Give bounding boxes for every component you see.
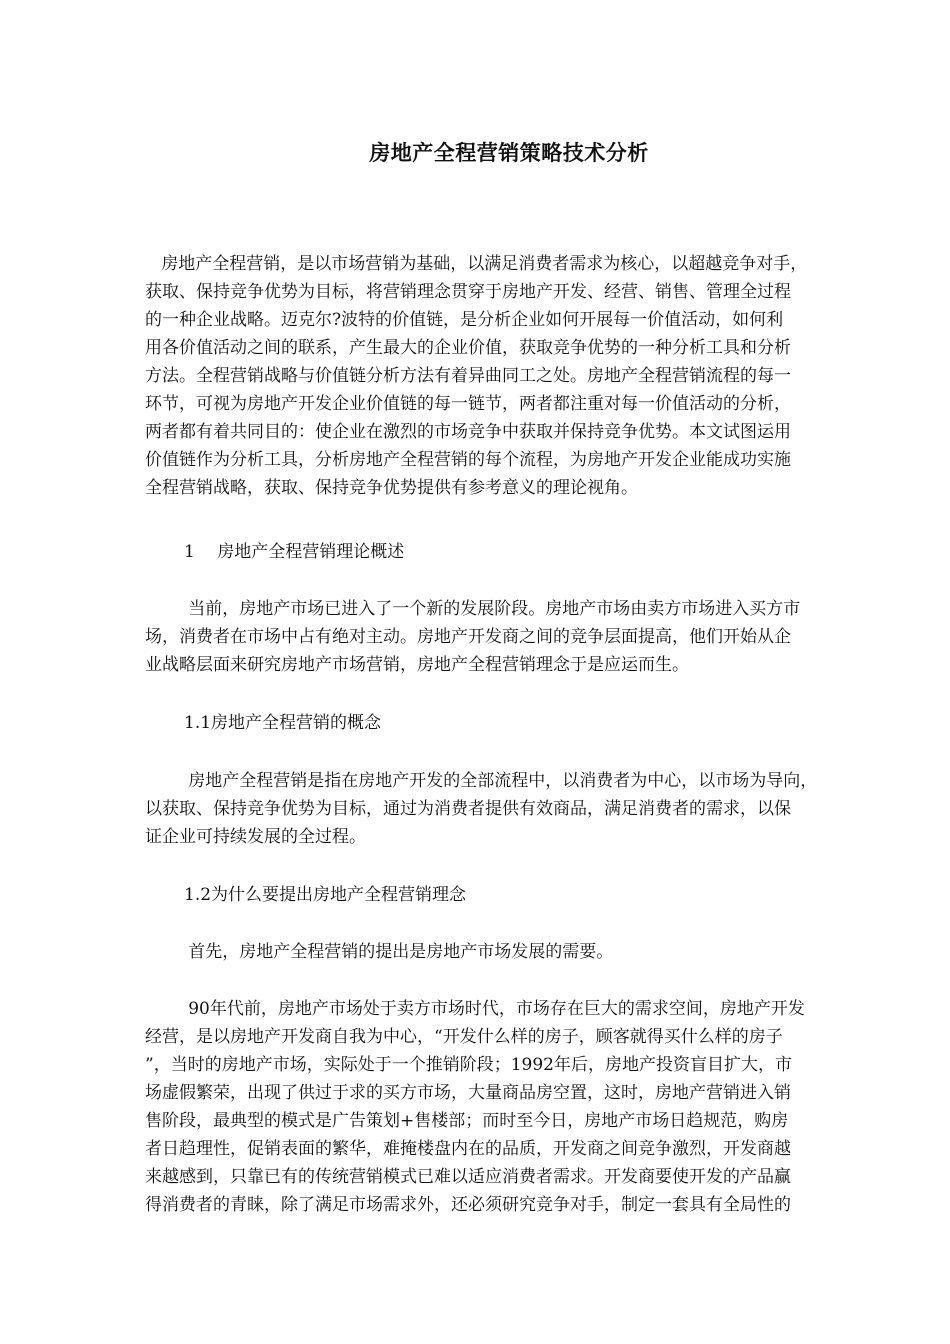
section-1-heading: 1 房地产全程营销理论概述 bbox=[184, 542, 405, 562]
section-1-2-paragraph-1: 首先，房地产全程营销的提出是房地产市场发展的需要。 bbox=[145, 942, 614, 962]
section-1-1-paragraph: 房地产全程营销是指在房地产开发的全部流程中，以消费者为中心，以市场为导向， 以获取、保持竞争优势为目标，通过为消费者提供有效商品，满足消费者的需求，以保 证企业可持续发展的全过程。 bbox=[145, 771, 818, 847]
section-1-2-heading: 1.2为什么要提出房地产全程营销理念 bbox=[184, 885, 467, 905]
section-1-paragraph: 当前，房地产市场已进入了一个新的发展阶段。房地产市场由卖方市场进入买方市 场，消费者在市场中占有绝对主动。房地产开发商之间的竞争层面提高，他们开始从企 业战略层面来研究房地产市场营销，房地产全程营销理念于是应运而生。 bbox=[145, 599, 801, 675]
section-1-2-paragraph-2: 90年代前，房地产市场处于卖方市场时代，市场存在巨大的需求空间，房地产开发 经营，是以房地产开发商自我为中心，“开发什么样的房子，顾客就得买什么样的房子 ”，当时的房地产市场，实际处于一个推销阶段；1992年后，房地产投资盲目扩大，市 场虚假繁荣，出现了供过于求的买方市场，大量商品房空置，这时，房地产营销进入销 售阶段，最典型的模式是广告策划+售楼部；而时至今日，房地产市场日趋规范，购房 者日趋理性，促销表面的繁华，难掩楼盘内在的品质，开发商之间竞争激烈，开发商越 来越感到，只靠已有的传统营销模式已难以适应消费者需求。开发商要使开发的产品赢 得消费者的青睐，除了满足市场需求外，还必须研究竞争对手，制定一套具有全局性的 bbox=[145, 999, 805, 1215]
section-1-1-heading: 1.1房地产全程营销的概念 bbox=[184, 713, 382, 733]
document-title: 房地产全程营销策略技术分析 bbox=[369, 141, 649, 165]
intro-paragraph: 房地产全程营销，是以市场营销为基础，以满足消费者需求为核心，以超越竞争对手， 获取、保持竞争优势为目标，将营销理念贯穿于房地产开发、经营、销售、管理全过程 的一种企业战略。迈克尔?波特的价值链，是分析企业如何开展每一价值活动，如何利 用各价值活动之间的联系，产生最大的企业价值，获取竞争优势的一种分析工具和分析 方法。全程营销战略与价值链分析方法有着异曲同工之处。房地产全程营销流程的每一 环节，可视为房地产开发企业价值链的每一链节，两者都注重对每一价值活动的分析， 两者都有着共同目的：使企业在激烈的市场竞争中获取并保持竞争优势。本文试图运用 价值链作为分析工具，分析房地产全程营销的每个流程，为房地产开发企业能成功实施 全程营销战略，获取、保持竞争优势提供有参考意义的理论视角。 bbox=[145, 254, 808, 498]
